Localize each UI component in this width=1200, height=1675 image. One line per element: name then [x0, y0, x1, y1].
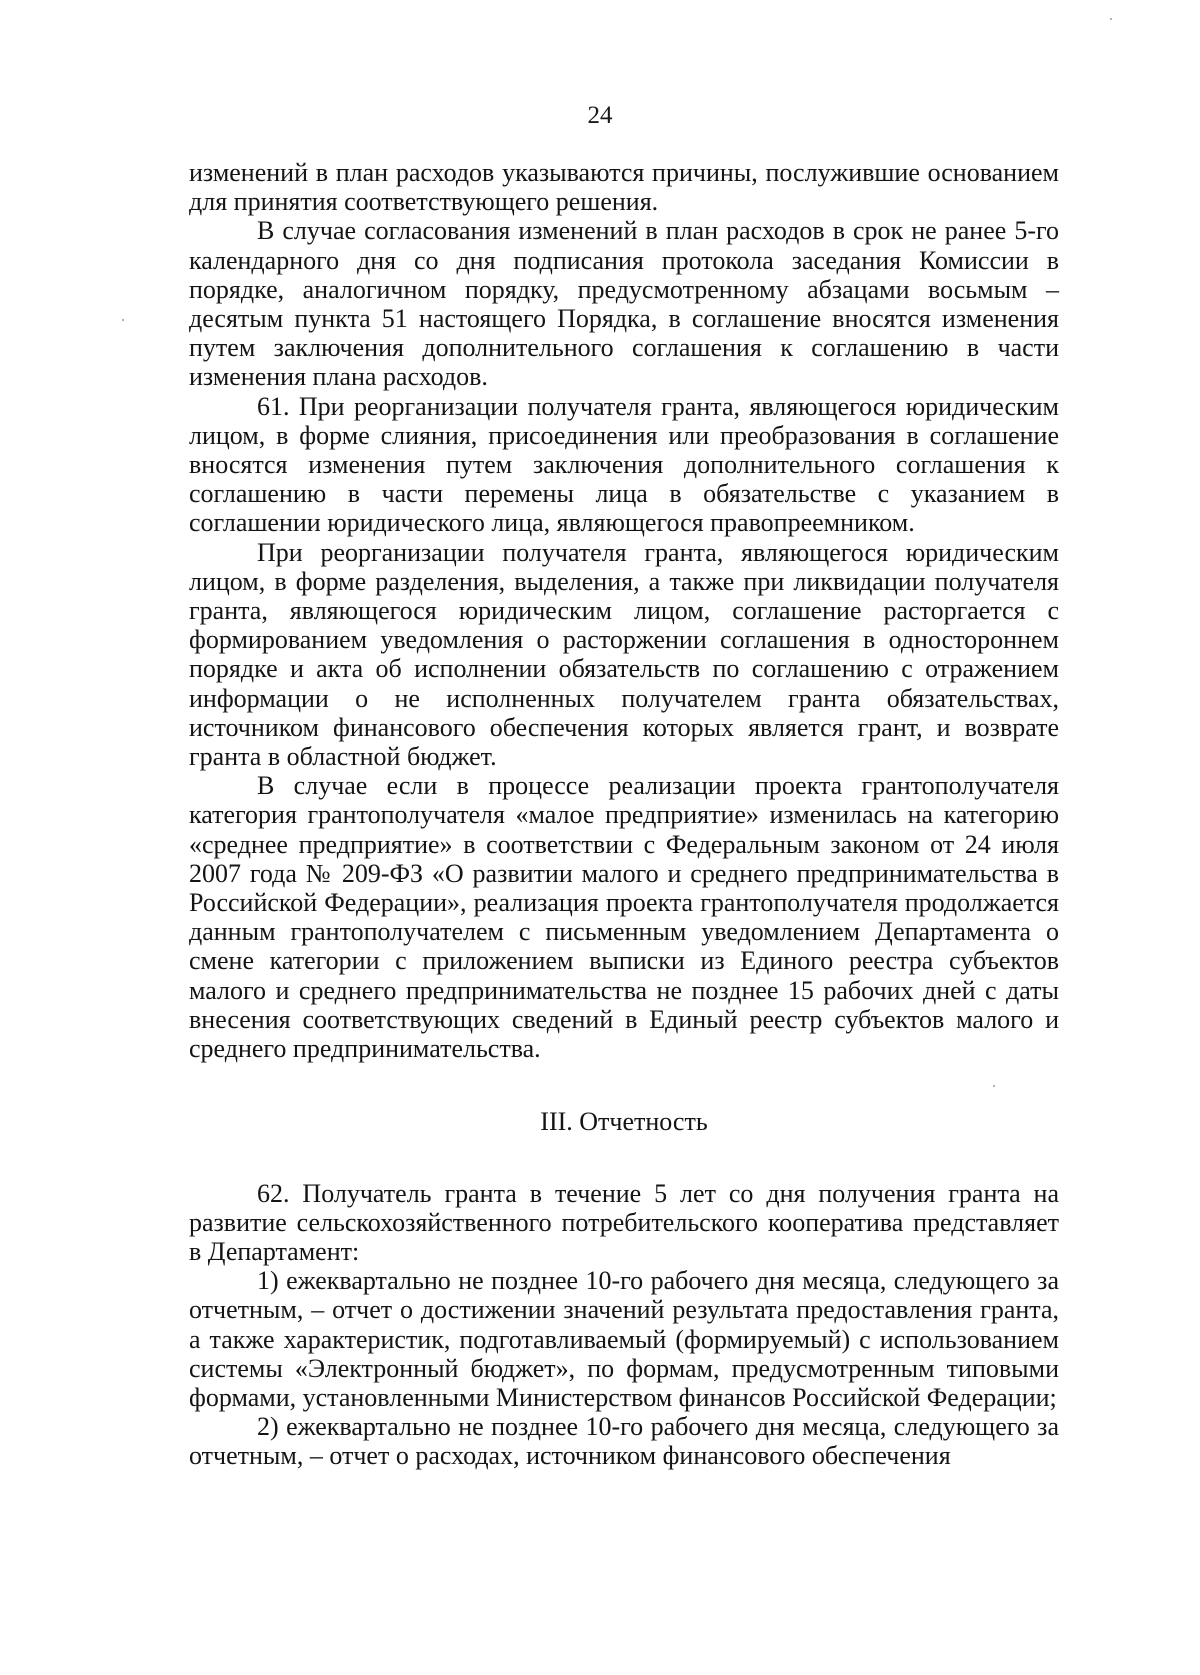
document-body: [189, 158, 1059, 1471]
paragraph-plan-changes: В случае согласования изменений в план расходов в срок не ранее 5-го календарного дня со дня подписания протокола заседания Комиссии в порядке, аналогичном порядку, предусмотренному абзацами восьмым – десятым пункта 51 настоящего Порядка, в соглашение вносятся изменения путем заключения дополнительного соглашения к соглашению в части изменения плана расходов.: [189, 216, 1059, 392]
paragraph-continuation: изменений в план расходов указываются причины, послужившие основанием для принятия соответствующего решения.: [189, 158, 1059, 217]
scan-speck: [993, 1085, 995, 1087]
paragraph-62-item-1: 1) ежеквартально не позднее 10-го рабочего дня месяца, следующего за отчетным, – отчет о достижении значений результата предоставления гранта, а также характеристик, подготавливаемый (формируемый) с использованием системы «Электронный бюджет», по формам, предусмотренным типовыми формами, установленными Министерством финансов Российской Федерации;: [189, 1266, 1059, 1412]
paragraph-category-change: В случае если в процессе реализации проекта грантополучателя категория грантополучателя «малое предприятие» изменилась на категорию «среднее предприятие» в соответствии с Федеральным законом от 24 июля 2007 года № 209-ФЗ «О развитии малого и среднего предпринимательства в Российской Федерации», реализация проекта грантополучателя продолжается данным грантополучателем с письменным уведомлением Департамента о смене категории с приложением выписки из Единого реестра субъектов малого и среднего предпринимательства не позднее 15 рабочих дней с даты внесения соответствующих сведений в Единый реестр субъектов малого и среднего предпринимательства.: [189, 771, 1059, 1064]
scan-speck: [122, 319, 124, 321]
paragraph-61-merger: 61. При реорганизации получателя гранта, являющегося юридическим лицом, в форме слияния, присоединения или преобразования в соглашение вносятся изменения путем заключения дополнительного соглашения к соглашению в части перемены лица в обязательстве с указанием в соглашении юридического лица, являющегося правопреемником.: [189, 391, 1059, 538]
paragraph-61-division: При реорганизации получателя гранта, являющегося юридическим лицом, в форме разделения, выделения, а также при ликвидации получателя гранта, являющегося юридическим лицом, соглашение расторгается с формированием уведомления о расторжении соглашения в одностороннем порядке и акта об исполнении обязательств по соглашению с отражением информации о не исполненных получателем гранта обязательствах, источником финансового обеспечения которых является грант, и возврате гранта в областной бюджет.: [189, 537, 1059, 772]
paragraph-62: 62. Получатель гранта в течение 5 лет со дня получения гранта на развитие сельскохозяйственного потребительского кооператива представляет в Департамент:: [189, 1178, 1059, 1266]
section-heading: III. Отчетность: [540, 1107, 708, 1137]
page-number: 24: [587, 102, 613, 129]
scan-speck: [1110, 18, 1112, 20]
paragraph-62-item-2: 2) ежеквартально не позднее 10-го рабочего дня месяца, следующего за отчетным, – отчет о расходах, источником финансового обеспечения: [189, 1412, 1059, 1471]
